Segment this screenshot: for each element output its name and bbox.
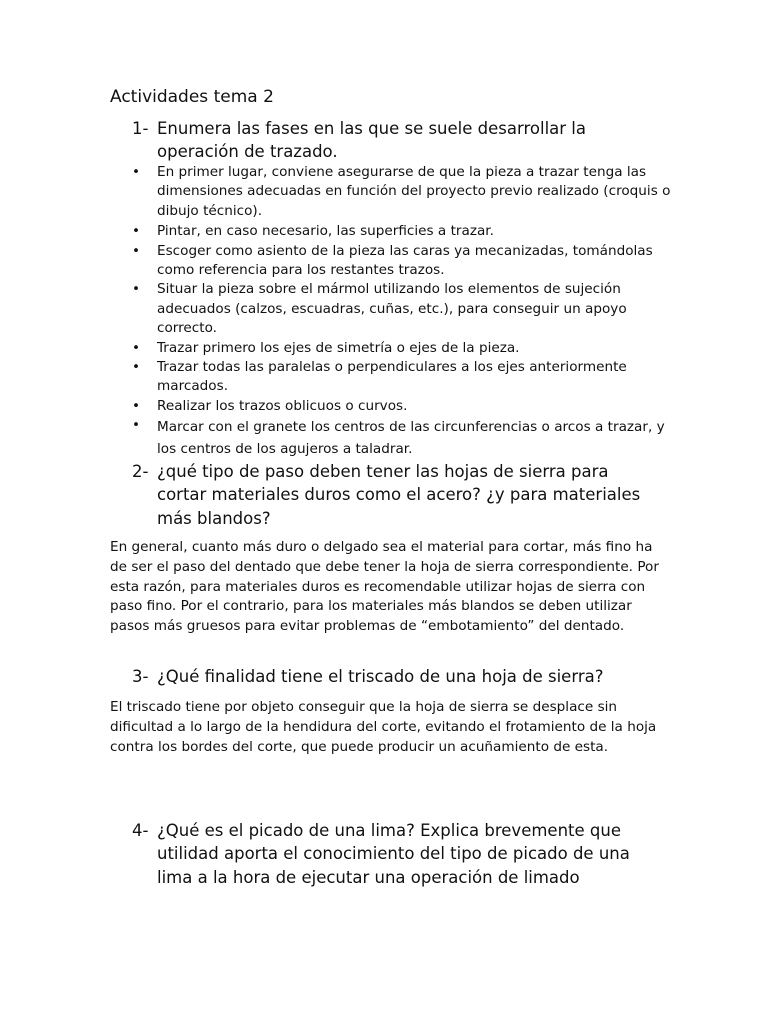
question-1-bullet-list	[132, 163, 672, 460]
question-2-answer: En general, cuanto más duro o delgado sea el material para cortar, más fino ha de ser el paso del dentado que debe tener la hoja de sierra correspondiente. Por esta razón, para materiales duros es recomendable utilizar hojas de sierra con paso fino. Por el contrario, para los materiales más blandos se deben utilizar pasos más gruesos para evitar problemas de “embotamiento” del dentado.	[110, 539, 659, 635]
question-2-number: 2-	[132, 462, 149, 481]
bullet-icon: •	[132, 242, 141, 259]
list-item-text: En primer lugar, conviene asegurarse de que la pieza a trazar tenga las dimensiones adecuadas en función del proyecto previo realizado (croquis o dibujo técnico).	[157, 164, 671, 219]
bullet-icon: •	[132, 359, 141, 376]
list-item-text: Trazar primero los ejes de simetría o ejes de la pieza.	[157, 339, 520, 356]
question-1-number: 1-	[132, 119, 149, 138]
list-item-text: Marcar con el granete los centros de las circunferencias o arcos a trazar, y los centros de los agujeros a taladrar.	[157, 419, 665, 458]
list-item-text: Escoger como asiento de la pieza las caras ya mecanizadas, tomándolas como referencia para los restantes trazos.	[157, 242, 653, 279]
question-3-number: 3-	[132, 667, 149, 686]
question-4-number: 4-	[132, 821, 149, 840]
bullet-icon: •	[132, 281, 141, 298]
question-2-text: ¿qué tipo de paso deben tener las hojas de sierra para cortar materiales duros como el acero? ¿y para materiales más blandos?	[157, 462, 641, 528]
list-item	[132, 339, 672, 358]
bullet-icon: •	[132, 339, 141, 356]
list-item-text: Realizar los trazos oblicuos o curvos.	[157, 397, 408, 414]
question-1-text: Enumera las fases en las que se suele desarrollar la operación de trazado.	[157, 119, 586, 162]
list-item	[132, 358, 672, 397]
question-3-text: ¿Qué finalidad tiene el triscado de una hoja de sierra?	[157, 667, 604, 686]
question-3-answer: El triscado tiene por objeto conseguir que la hoja de sierra se desplace sin dificultad a lo largo de la hendidura del corte, evitando el frotamiento de la hoja contra los bordes del corte, que puede producir un acuñamiento de esta.	[110, 699, 657, 755]
list-item	[132, 416, 672, 460]
list-item	[132, 280, 672, 338]
list-item-text: Pintar, en caso necesario, las superficies a trazar.	[157, 223, 494, 240]
list-item	[132, 163, 672, 221]
bullet-icon: •	[132, 164, 141, 180]
list-item-text: Trazar todas las paralelas o perpendiculares a los ejes anteriormente marcados.	[157, 359, 627, 395]
bullet-icon: •	[132, 417, 141, 434]
list-item-text: Situar la pieza sobre el mármol utilizando los elementos de sujeción adecuados (calzos, escuadras, cuñas, etc.), para conseguir un apoyo correcto.	[157, 281, 627, 337]
list-item	[132, 397, 672, 416]
document-title: Actividades tema 2	[110, 87, 274, 107]
list-item	[132, 242, 672, 281]
list-item	[132, 222, 672, 241]
question-4-text: ¿Qué es el picado de una lima? Explica brevemente que utilidad aporta el conocimiento del tipo de picado de una lima a la hora de ejecutar una operación de limado	[157, 821, 630, 887]
bullet-icon: •	[132, 397, 141, 414]
bullet-icon: •	[132, 223, 141, 240]
